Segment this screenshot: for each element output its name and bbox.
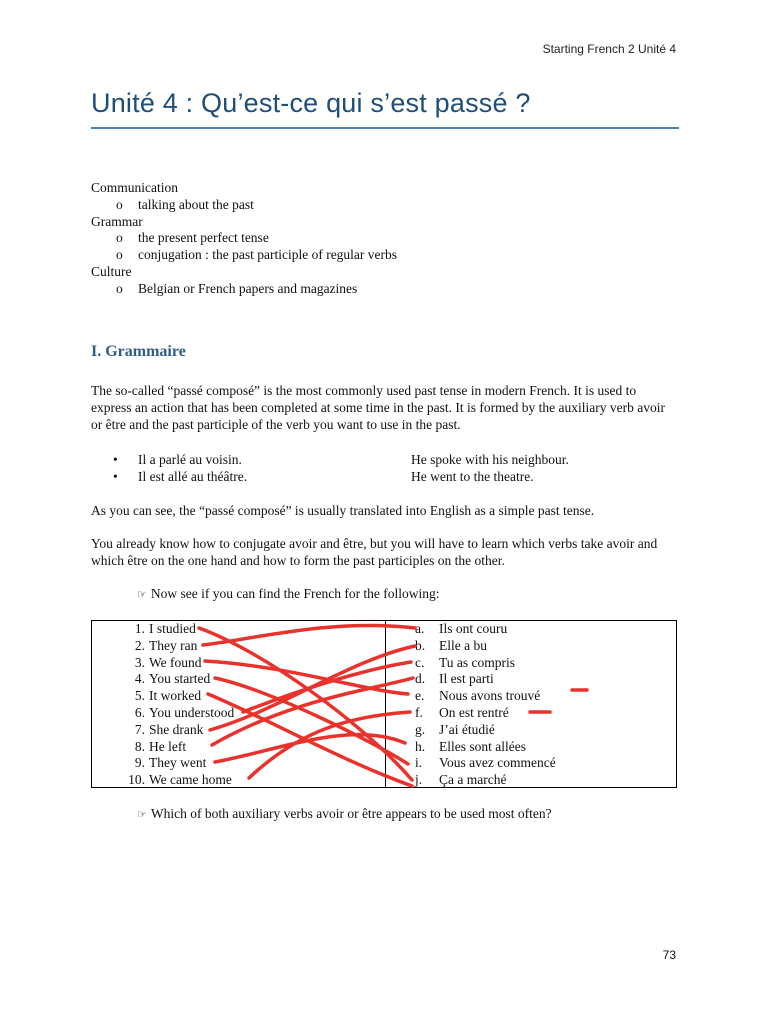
english-row: 6. You understood bbox=[134, 704, 235, 720]
french-row: e. Nous avons trouvé bbox=[415, 688, 541, 704]
outline-list bbox=[91, 281, 397, 298]
bullet: • bbox=[113, 469, 118, 484]
outline-item: o conjugation : the past participle of regular verbs bbox=[116, 247, 398, 263]
example-french: Il est allé au théâtre. bbox=[138, 469, 248, 484]
outline-marker: o bbox=[116, 230, 123, 246]
outline-item: o talking about the past bbox=[116, 196, 254, 212]
french-row: i. Vous avez commencé bbox=[415, 755, 556, 771]
outline-topic: Culture bbox=[91, 263, 132, 279]
english-row: 10. We came home bbox=[128, 772, 232, 788]
outline-marker: o bbox=[116, 196, 123, 212]
pointing-hand-icon: ☞ bbox=[137, 588, 147, 601]
translation-note: As you can see, the “passé composé” is usually translated into English as a simple past tense. bbox=[91, 503, 595, 518]
french-row: a. Ils ont couru bbox=[415, 621, 508, 636]
follow-up-question: ☞ Which of both auxiliary verbs avoir or être appears to be used most often? bbox=[137, 806, 552, 821]
french-row: h. Elles sont allées bbox=[415, 738, 526, 754]
title-rule bbox=[91, 127, 679, 129]
example-list bbox=[91, 451, 679, 485]
outline-marker: o bbox=[116, 280, 123, 296]
french-row: d. Il est parti bbox=[415, 671, 494, 687]
exercise-prompt: ☞ Now see if you can find the French for the following: bbox=[137, 586, 440, 601]
example-row bbox=[91, 468, 679, 485]
bullet: • bbox=[113, 452, 118, 467]
english-column bbox=[121, 621, 234, 789]
example-french: Il a parlé au voisin. bbox=[138, 452, 242, 467]
unit-outline bbox=[91, 180, 397, 298]
intro-paragraph: The so-called “passé composé” is the most commonly used past tense in modern French. It is used to express an action that has been completed at some time in the past. It is formed by the auxiliary verb avoir or être and the past participle of the verb you want to use in the past. bbox=[91, 383, 665, 432]
english-row: 9. They went bbox=[134, 755, 207, 771]
outline-topic: Grammar bbox=[91, 213, 143, 229]
english-row: 1. I studied bbox=[134, 621, 196, 636]
outline-list bbox=[91, 197, 397, 214]
outline-marker: o bbox=[116, 247, 123, 263]
french-row: j. Ça a marché bbox=[415, 772, 507, 788]
page-number: 73 bbox=[662, 948, 676, 962]
pointing-hand-icon: ☞ bbox=[137, 808, 147, 821]
french-row: c. Tu as compris bbox=[415, 654, 516, 670]
example-row bbox=[91, 451, 679, 468]
running-header: Starting French 2 Unité 4 bbox=[542, 42, 676, 56]
english-row: 2. They ran bbox=[134, 637, 198, 653]
outline-item: o Belgian or French papers and magazines bbox=[116, 280, 358, 296]
section-title: I. Grammaire bbox=[91, 343, 186, 360]
page-title: Unité 4 : Qu’est-ce qui s’est passé ? bbox=[91, 88, 531, 118]
french-column bbox=[415, 621, 556, 789]
english-row: 4. You started bbox=[134, 671, 211, 687]
outline-item: o the present perfect tense bbox=[116, 230, 269, 246]
french-row: b. Elle a bu bbox=[415, 637, 487, 653]
example-english: He spoke with his neighbour. bbox=[411, 452, 569, 467]
table-divider bbox=[385, 621, 386, 787]
conjugation-paragraph: You already know how to conjugate avoir and être, but you will have to learn which verbs take avoir and which être on the one hand and how to form the past participles on the other. bbox=[91, 536, 658, 568]
french-row: f. On est rentré bbox=[415, 704, 509, 720]
french-row: g. J’ai étudié bbox=[415, 721, 495, 737]
english-row: 3. We found bbox=[134, 654, 202, 670]
outline-list bbox=[91, 230, 397, 264]
english-row: 8. He left bbox=[134, 738, 187, 754]
matching-table bbox=[91, 620, 677, 788]
english-row: 7. She drank bbox=[134, 721, 204, 737]
outline-topic: Communication bbox=[91, 180, 178, 195]
english-row: 5. It worked bbox=[134, 688, 202, 704]
example-english: He went to the theatre. bbox=[411, 469, 534, 484]
